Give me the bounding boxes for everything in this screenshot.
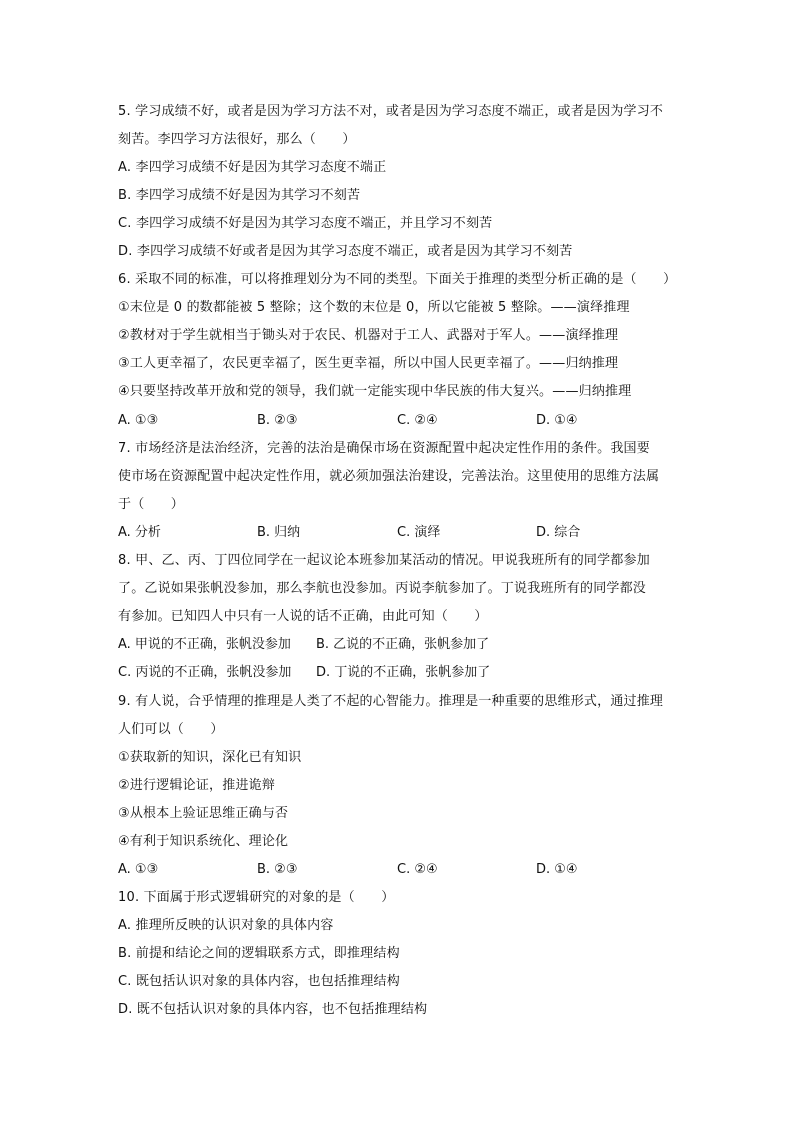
q7-stem-line1: 7. 市场经济是法治经济，完善的法治是确保市场在资源配置中起决定性作用的条件。我国要 bbox=[118, 441, 650, 456]
q6-choice-c: C. ②④ bbox=[397, 413, 438, 428]
q8-choice-b: B. 乙说的不正确，张帆参加了 bbox=[316, 637, 490, 652]
q8-choice-d: D. 丁说的不正确，张帆参加了 bbox=[316, 665, 491, 680]
q7-stem-line2: 使市场在资源配置中起决定性作用，就必须加强法治建设，完善法治。这里使用的思维方法属 bbox=[118, 469, 660, 484]
q5-stem-line2: 刻苦。李四学习方法很好，那么（ ） bbox=[118, 132, 356, 147]
q6-stem: 6. 采取不同的标准，可以将推理划分为不同的类型。下面关于推理的类型分析正确的是（ ） bbox=[118, 272, 677, 287]
q10-stem: 10. 下面属于形式逻辑研究的对象的是（ ） bbox=[118, 890, 395, 905]
q7-choice-b: B. 归纳 bbox=[257, 525, 301, 540]
q7-choice-d: D. 综合 bbox=[536, 525, 581, 540]
q5-option-b: B. 李四学习成绩不好是因为其学习不刻苦 bbox=[118, 188, 361, 203]
q8-choice-c: C. 丙说的不正确，张帆没参加 bbox=[118, 665, 292, 680]
q7-choice-a: A. 分析 bbox=[118, 525, 161, 540]
q9-item-3: ③从根本上验证思维正确与否 bbox=[118, 806, 289, 821]
q5-option-c: C. 李四学习成绩不好是因为其学习态度不端正，并且学习不刻苦 bbox=[118, 216, 493, 231]
q6-item-2: ②教材对于学生就相当于锄头对于农民、机器对于工人、武器对于军人。——演绎推理 bbox=[118, 328, 619, 343]
q10-option-b: B. 前提和结论之间的逻辑联系方式，即推理结构 bbox=[118, 946, 400, 961]
q7-choice-c: C. 演绎 bbox=[397, 525, 441, 540]
q9-choice-b: B. ②③ bbox=[257, 862, 298, 877]
q5-stem-line1: 5. 学习成绩不好，或者是因为学习方法不对，或者是因为学习态度不端正，或者是因为学习不 bbox=[118, 104, 664, 119]
q9-choices bbox=[118, 860, 698, 880]
q5-option-a: A. 李四学习成绩不好是因为其学习态度不端正 bbox=[118, 160, 387, 175]
q8-stem-line3: 有参加。已知四人中只有一人说的话不正确，由此可知（ ） bbox=[118, 609, 488, 624]
q10-option-d: D. 既不包括认识对象的具体内容，也不包括推理结构 bbox=[118, 1002, 428, 1017]
q9-item-1: ①获取新的知识，深化已有知识 bbox=[118, 750, 302, 765]
q9-choice-d: D. ①④ bbox=[536, 862, 578, 877]
q7-choices bbox=[118, 523, 698, 543]
q9-item-2: ②进行逻辑论证，推进诡辩 bbox=[118, 778, 276, 793]
q5-option-d: D. 李四学习成绩不好或者是因为其学习态度不端正，或者是因为其学习不刻苦 bbox=[118, 244, 573, 259]
q6-choice-a: A. ①③ bbox=[118, 413, 159, 428]
q9-item-4: ④有利于知识系统化、理论化 bbox=[118, 834, 289, 849]
q6-choice-d: D. ①④ bbox=[536, 413, 578, 428]
q6-choices bbox=[118, 411, 698, 431]
q10-option-c: C. 既包括认识对象的具体内容，也包括推理结构 bbox=[118, 974, 400, 989]
q9-choice-c: C. ②④ bbox=[397, 862, 438, 877]
q6-item-1: ①末位是 0 的数都能被 5 整除；这个数的末位是 0，所以它能被 5 整除。——演绎推理 bbox=[118, 300, 630, 315]
q8-choices-row2 bbox=[118, 663, 698, 683]
q6-choice-b: B. ②③ bbox=[257, 413, 298, 428]
q8-stem-line2: 了。乙说如果张帆没参加，那么李航也没参加。丙说李航参加了。丁说我班所有的同学都没 bbox=[118, 581, 647, 596]
q6-item-3: ③工人更幸福了，农民更幸福了，医生更幸福，所以中国人民更幸福了。——归纳推理 bbox=[118, 356, 619, 371]
q9-choice-a: A. ①③ bbox=[118, 862, 159, 877]
q8-choice-a: A. 甲说的不正确，张帆没参加 bbox=[118, 637, 291, 652]
q8-stem-line1: 8. 甲、乙、丙、丁四位同学在一起议论本班参加某活动的情况。甲说我班所有的同学都参加 bbox=[118, 553, 650, 568]
q9-stem-line1: 9. 有人说，合乎情理的推理是人类了不起的心智能力。推理是一种重要的思维形式，通过推理 bbox=[118, 694, 664, 709]
q10-option-a: A. 推理所反映的认识对象的具体内容 bbox=[118, 918, 334, 933]
q6-item-4: ④只要坚持改革开放和党的领导，我们就一定能实现中华民族的伟大复兴。——归纳推理 bbox=[118, 384, 632, 399]
q7-stem-line3: 于（ ） bbox=[118, 497, 185, 512]
q8-choices-row1 bbox=[118, 635, 698, 655]
q9-stem-line2: 人们可以（ ） bbox=[118, 722, 224, 737]
